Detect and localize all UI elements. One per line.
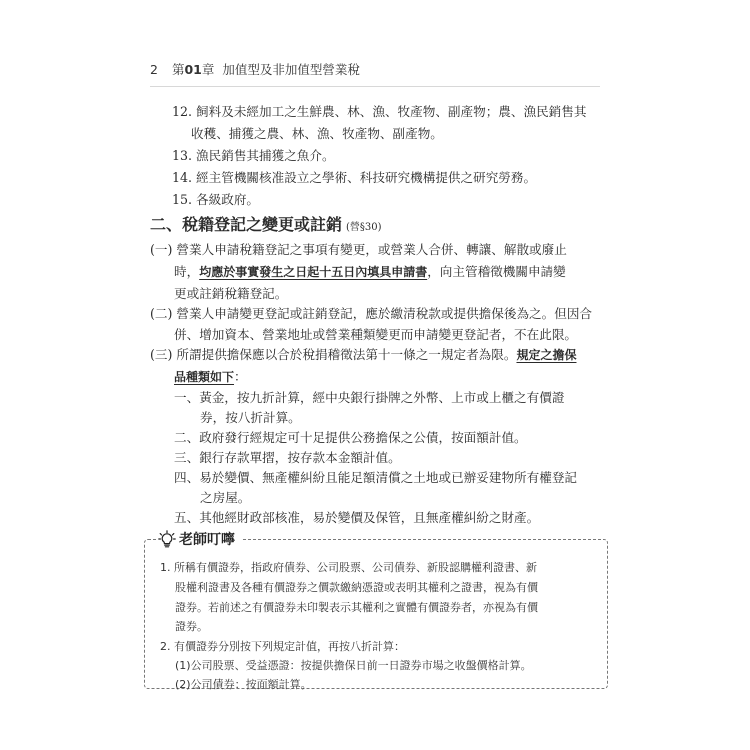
- para3-line1: (三) 所謂提供擔保應以合於稅捐稽徵法第十一條之一規定者為限。規定之擔保: [150, 347, 577, 362]
- chapter-title: 加值型及非加值型營業稅: [222, 62, 360, 77]
- collateral-item-4-line2: 之房屋。: [200, 490, 251, 505]
- para3-emphasis-a: 規定之擔保: [516, 348, 577, 362]
- collateral-item-3: 三、銀行存款單摺，按存款本金額計值。: [174, 450, 401, 465]
- section-heading: [150, 212, 382, 235]
- running-header: [150, 60, 360, 78]
- list-item-12-line1: 12. 飼料及未經加工之生鮮農、林、漁、牧產物、副產物；農、漁民銷售其: [172, 104, 587, 119]
- para3-emphasis-b: 品種類如下: [174, 370, 235, 384]
- tip-item-1-line2: 股權利證書及各種有價證券之價款繳納憑證或表明其權利之證書，視為有價: [175, 581, 538, 594]
- list-item-15: 15. 各級政府。: [172, 192, 260, 207]
- para2-line1: (二) 營業人申請變更登記或註銷登記，應於繳清稅款或提供擔保後為之。但因合: [150, 306, 593, 321]
- para1-line1: (一) 營業人申請稅籍登記之事項有變更，或營業人合併、轉讓、解散或廢止: [150, 242, 567, 257]
- para3-line2: 品種類如下：: [174, 369, 247, 384]
- tip-item-1-line3: 證券。若前述之有價證券未印製表示其權利之實體有價證券者，亦視為有價: [175, 601, 538, 614]
- collateral-item-2: 二、政府發行經規定可十足提供公務擔保之公債，按面額計值。: [174, 430, 527, 445]
- para1-emphasis: 均應於事實發生之日起十五日內填具申請書: [199, 265, 428, 279]
- lightbulb-icon: [158, 530, 176, 548]
- teacher-tip-title: 老師叮嚀: [179, 532, 235, 548]
- para2-line2: 併、增加資本、營業地址或營業種類變更而申請變更登記者，不在此限。: [174, 327, 577, 342]
- collateral-item-5: 五、其他經財政部核准，易於變價及保管，且無產權糾紛之財產。: [174, 510, 540, 525]
- tip-item-1-line1: 1. 所稱有價證券，指政府債券、公司股票、公司債券、新股認購權利證書、新: [160, 561, 537, 574]
- para1-line2: 時，均應於事實發生之日起十五日內填具申請書，向主管稽徵機關申請變: [174, 264, 566, 279]
- tip-item-2: 2. 有價證券分別按下列規定計值，再按八折計算：: [160, 640, 405, 653]
- collateral-item-1-line2: 券，按八折計算。: [200, 410, 301, 425]
- list-item-14: 14. 經主管機關核准設立之學術、科技研究機構提供之研究勞務。: [172, 170, 537, 185]
- para1-line3: 更或註銷稅籍登記。: [174, 286, 288, 301]
- list-item-12-line2: 收穫、捕獲之農、林、漁、牧產物、副產物。: [191, 126, 443, 141]
- tip-item-2-sub2: (2)公司債券：按面額計算。: [175, 678, 312, 691]
- tip-item-2-sub1: (1)公司股票、受益憑證：按提供擔保日前一日證券市場之收盤價格計算。: [175, 659, 532, 672]
- tip-item-1-line4: 證券。: [175, 620, 208, 633]
- collateral-item-4-line1: 四、易於變價、無產權糾紛且能足額清償之土地或已辦妥建物所有權登記: [174, 470, 577, 485]
- collateral-item-1-line1: 一、黃金，按九折計算，經中央銀行掛牌之外幣、上市或上櫃之有價證: [174, 390, 565, 405]
- chapter-label: 第01章: [171, 62, 215, 77]
- header-divider: [150, 86, 600, 87]
- section-law-ref: (營§30): [346, 222, 382, 233]
- section-title: 二、稅籍登記之變更或註銷: [150, 215, 343, 234]
- list-item-13: 13. 漁民銷售其捕獲之魚介。: [172, 148, 335, 163]
- page-number: 2: [150, 62, 158, 77]
- teacher-tip-heading: [156, 529, 241, 549]
- chapter-number: 01: [184, 62, 202, 77]
